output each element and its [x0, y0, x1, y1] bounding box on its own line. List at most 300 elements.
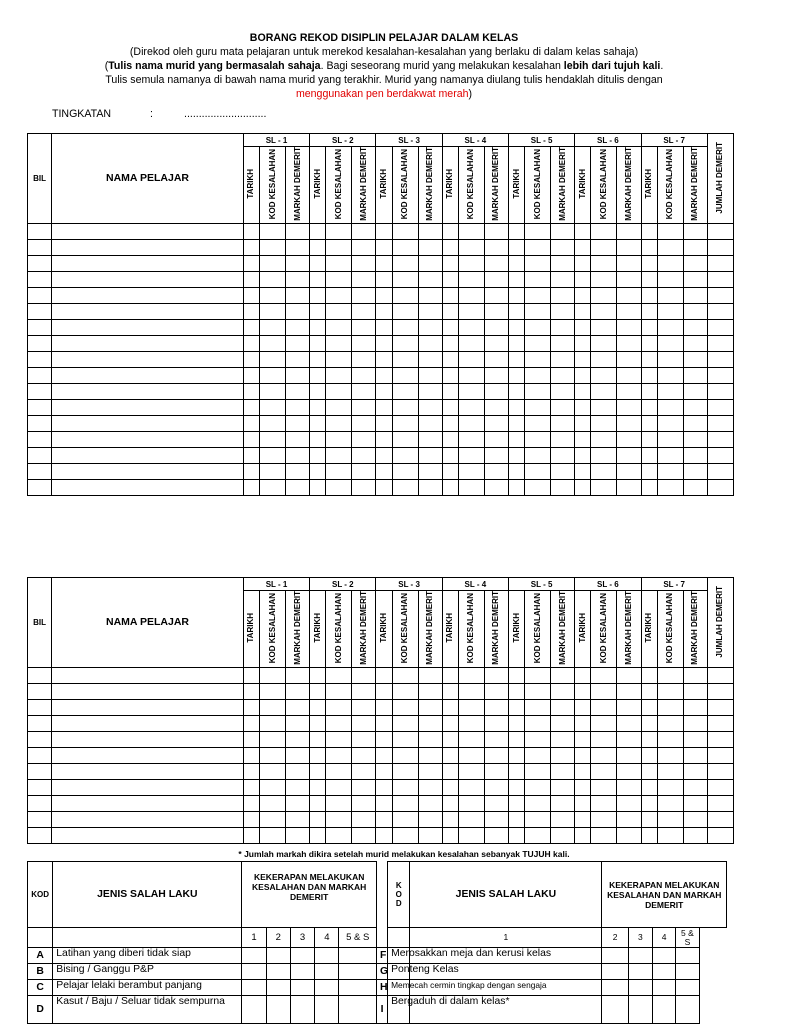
table-cell[interactable] [657, 779, 683, 795]
table-cell[interactable] [575, 447, 591, 463]
table-cell[interactable] [243, 399, 259, 415]
table-cell[interactable] [243, 223, 259, 239]
table-cell[interactable] [657, 303, 683, 319]
table-cell[interactable] [508, 431, 524, 447]
legend-mark-cell[interactable] [339, 996, 376, 1024]
table-cell[interactable] [392, 431, 418, 447]
table-cell[interactable] [591, 827, 617, 843]
table-cell[interactable] [641, 827, 657, 843]
table-cell[interactable] [52, 431, 244, 447]
legend-mark-cell[interactable] [315, 964, 339, 980]
table-cell[interactable] [259, 255, 285, 271]
table-cell[interactable] [310, 367, 326, 383]
table-cell[interactable] [52, 795, 244, 811]
table-cell[interactable] [52, 827, 244, 843]
table-cell[interactable] [418, 335, 442, 351]
table-cell[interactable] [243, 335, 259, 351]
table-cell[interactable] [683, 447, 707, 463]
table-cell[interactable] [617, 827, 641, 843]
table-cell[interactable] [508, 335, 524, 351]
table-cell[interactable] [591, 319, 617, 335]
table-cell[interactable] [442, 415, 458, 431]
table-cell[interactable] [508, 747, 524, 763]
table-cell[interactable] [525, 287, 551, 303]
table-cell[interactable] [508, 795, 524, 811]
table-cell[interactable] [707, 827, 733, 843]
table-cell[interactable] [657, 811, 683, 827]
table-cell[interactable] [286, 239, 310, 255]
table-cell[interactable] [28, 827, 52, 843]
table-cell[interactable] [418, 699, 442, 715]
table-cell[interactable] [52, 747, 244, 763]
table-cell[interactable] [28, 731, 52, 747]
table-cell[interactable] [707, 255, 733, 271]
table-cell[interactable] [551, 319, 575, 335]
table-cell[interactable] [641, 223, 657, 239]
table-cell[interactable] [641, 779, 657, 795]
table-cell[interactable] [52, 699, 244, 715]
table-cell[interactable] [641, 287, 657, 303]
table-cell[interactable] [458, 431, 484, 447]
table-cell[interactable] [641, 795, 657, 811]
table-cell[interactable] [591, 399, 617, 415]
table-cell[interactable] [484, 399, 508, 415]
table-cell[interactable] [326, 683, 352, 699]
table-cell[interactable] [418, 351, 442, 367]
table-cell[interactable] [28, 747, 52, 763]
table-cell[interactable] [259, 763, 285, 779]
table-cell[interactable] [458, 683, 484, 699]
table-cell[interactable] [657, 763, 683, 779]
table-cell[interactable] [591, 715, 617, 731]
legend-mark-cell[interactable] [242, 948, 266, 964]
table-cell[interactable] [591, 667, 617, 683]
table-cell[interactable] [352, 479, 376, 495]
table-cell[interactable] [418, 667, 442, 683]
table-cell[interactable] [28, 351, 52, 367]
legend-mark-cell[interactable] [339, 948, 376, 964]
legend-mark-cell[interactable] [242, 996, 266, 1024]
table-cell[interactable] [683, 239, 707, 255]
table-cell[interactable] [617, 223, 641, 239]
table-cell[interactable] [286, 811, 310, 827]
table-cell[interactable] [591, 303, 617, 319]
table-cell[interactable] [326, 335, 352, 351]
table-cell[interactable] [641, 683, 657, 699]
table-cell[interactable] [591, 747, 617, 763]
table-cell[interactable] [310, 431, 326, 447]
table-cell[interactable] [707, 383, 733, 399]
table-cell[interactable] [484, 811, 508, 827]
table-cell[interactable] [286, 383, 310, 399]
table-cell[interactable] [575, 399, 591, 415]
table-cell[interactable] [442, 383, 458, 399]
table-cell[interactable] [243, 699, 259, 715]
table-cell[interactable] [442, 747, 458, 763]
table-cell[interactable] [376, 683, 392, 699]
table-cell[interactable] [707, 715, 733, 731]
table-cell[interactable] [551, 399, 575, 415]
table-cell[interactable] [484, 415, 508, 431]
table-cell[interactable] [376, 239, 392, 255]
table-cell[interactable] [683, 271, 707, 287]
table-cell[interactable] [657, 287, 683, 303]
table-cell[interactable] [641, 811, 657, 827]
table-cell[interactable] [376, 763, 392, 779]
table-cell[interactable] [551, 447, 575, 463]
table-cell[interactable] [525, 463, 551, 479]
table-cell[interactable] [657, 683, 683, 699]
table-cell[interactable] [641, 747, 657, 763]
table-cell[interactable] [352, 223, 376, 239]
table-cell[interactable] [641, 463, 657, 479]
table-cell[interactable] [525, 715, 551, 731]
table-cell[interactable] [525, 699, 551, 715]
legend-mark-cell[interactable] [290, 964, 314, 980]
table-cell[interactable] [418, 747, 442, 763]
table-cell[interactable] [707, 415, 733, 431]
table-cell[interactable] [310, 303, 326, 319]
table-cell[interactable] [352, 303, 376, 319]
table-cell[interactable] [657, 383, 683, 399]
table-cell[interactable] [458, 827, 484, 843]
table-cell[interactable] [707, 763, 733, 779]
table-cell[interactable] [591, 239, 617, 255]
table-cell[interactable] [28, 399, 52, 415]
table-cell[interactable] [28, 239, 52, 255]
table-cell[interactable] [326, 431, 352, 447]
table-cell[interactable] [243, 811, 259, 827]
table-cell[interactable] [286, 463, 310, 479]
table-cell[interactable] [376, 811, 392, 827]
table-cell[interactable] [683, 351, 707, 367]
legend-mark-cell[interactable] [266, 964, 290, 980]
table-cell[interactable] [591, 731, 617, 747]
table-cell[interactable] [508, 447, 524, 463]
table-cell[interactable] [286, 699, 310, 715]
table-cell[interactable] [418, 399, 442, 415]
table-cell[interactable] [575, 335, 591, 351]
table-cell[interactable] [243, 239, 259, 255]
table-cell[interactable] [52, 779, 244, 795]
table-cell[interactable] [259, 351, 285, 367]
table-cell[interactable] [259, 715, 285, 731]
table-cell[interactable] [442, 731, 458, 747]
table-cell[interactable] [418, 463, 442, 479]
table-cell[interactable] [376, 479, 392, 495]
table-cell[interactable] [352, 351, 376, 367]
table-cell[interactable] [418, 271, 442, 287]
table-cell[interactable] [458, 811, 484, 827]
table-cell[interactable] [591, 223, 617, 239]
table-cell[interactable] [458, 447, 484, 463]
table-cell[interactable] [376, 827, 392, 843]
table-cell[interactable] [352, 463, 376, 479]
table-cell[interactable] [707, 699, 733, 715]
table-cell[interactable] [326, 319, 352, 335]
table-cell[interactable] [508, 827, 524, 843]
table-cell[interactable] [617, 399, 641, 415]
table-cell[interactable] [525, 779, 551, 795]
table-cell[interactable] [484, 223, 508, 239]
table-cell[interactable] [259, 779, 285, 795]
table-cell[interactable] [310, 683, 326, 699]
table-cell[interactable] [657, 479, 683, 495]
table-cell[interactable] [484, 303, 508, 319]
table-cell[interactable] [352, 255, 376, 271]
table-cell[interactable] [575, 367, 591, 383]
table-cell[interactable] [243, 747, 259, 763]
table-cell[interactable] [551, 683, 575, 699]
table-cell[interactable] [376, 367, 392, 383]
table-cell[interactable] [591, 811, 617, 827]
table-cell[interactable] [508, 271, 524, 287]
table-cell[interactable] [575, 223, 591, 239]
table-cell[interactable] [286, 367, 310, 383]
table-cell[interactable] [310, 287, 326, 303]
table-cell[interactable] [376, 303, 392, 319]
table-cell[interactable] [376, 747, 392, 763]
table-cell[interactable] [28, 479, 52, 495]
table-cell[interactable] [28, 303, 52, 319]
legend-mark-cell[interactable] [315, 948, 339, 964]
table-cell[interactable] [591, 683, 617, 699]
table-cell[interactable] [551, 747, 575, 763]
table-cell[interactable] [525, 827, 551, 843]
table-cell[interactable] [310, 747, 326, 763]
table-cell[interactable] [352, 319, 376, 335]
table-cell[interactable] [376, 223, 392, 239]
table-cell[interactable] [442, 271, 458, 287]
table-cell[interactable] [707, 479, 733, 495]
table-cell[interactable] [591, 287, 617, 303]
table-cell[interactable] [525, 747, 551, 763]
table-cell[interactable] [508, 367, 524, 383]
table-cell[interactable] [376, 399, 392, 415]
table-cell[interactable] [525, 239, 551, 255]
table-cell[interactable] [352, 747, 376, 763]
table-cell[interactable] [326, 731, 352, 747]
table-cell[interactable] [683, 383, 707, 399]
table-cell[interactable] [458, 287, 484, 303]
table-cell[interactable] [28, 447, 52, 463]
table-cell[interactable] [418, 731, 442, 747]
table-cell[interactable] [392, 763, 418, 779]
table-cell[interactable] [326, 699, 352, 715]
table-cell[interactable] [617, 431, 641, 447]
table-cell[interactable] [575, 239, 591, 255]
table-cell[interactable] [243, 827, 259, 843]
table-cell[interactable] [617, 367, 641, 383]
table-cell[interactable] [657, 795, 683, 811]
table-cell[interactable] [683, 335, 707, 351]
table-cell[interactable] [376, 667, 392, 683]
table-cell[interactable] [326, 795, 352, 811]
table-cell[interactable] [442, 447, 458, 463]
table-cell[interactable] [243, 479, 259, 495]
table-cell[interactable] [508, 255, 524, 271]
table-cell[interactable] [28, 715, 52, 731]
table-cell[interactable] [392, 463, 418, 479]
table-cell[interactable] [310, 795, 326, 811]
table-cell[interactable] [28, 223, 52, 239]
table-cell[interactable] [551, 763, 575, 779]
table-cell[interactable] [484, 367, 508, 383]
table-cell[interactable] [591, 383, 617, 399]
table-cell[interactable] [683, 399, 707, 415]
table-cell[interactable] [52, 415, 244, 431]
table-cell[interactable] [657, 335, 683, 351]
table-cell[interactable] [525, 303, 551, 319]
table-cell[interactable] [508, 383, 524, 399]
table-cell[interactable] [286, 683, 310, 699]
table-cell[interactable] [575, 255, 591, 271]
table-cell[interactable] [286, 731, 310, 747]
table-cell[interactable] [286, 667, 310, 683]
table-cell[interactable] [458, 335, 484, 351]
table-cell[interactable] [259, 447, 285, 463]
table-cell[interactable] [52, 351, 244, 367]
table-cell[interactable] [392, 335, 418, 351]
table-cell[interactable] [707, 447, 733, 463]
table-cell[interactable] [418, 447, 442, 463]
table-cell[interactable] [243, 303, 259, 319]
table-cell[interactable] [641, 431, 657, 447]
table-cell[interactable] [551, 811, 575, 827]
table-cell[interactable] [392, 399, 418, 415]
table-cell[interactable] [591, 271, 617, 287]
table-cell[interactable] [418, 383, 442, 399]
table-cell[interactable] [525, 351, 551, 367]
table-cell[interactable] [641, 319, 657, 335]
table-cell[interactable] [657, 699, 683, 715]
table-cell[interactable] [551, 239, 575, 255]
table-cell[interactable] [484, 479, 508, 495]
table-cell[interactable] [442, 779, 458, 795]
table-cell[interactable] [508, 319, 524, 335]
table-cell[interactable] [591, 335, 617, 351]
table-cell[interactable] [525, 271, 551, 287]
table-cell[interactable] [617, 667, 641, 683]
table-cell[interactable] [442, 667, 458, 683]
table-cell[interactable] [683, 795, 707, 811]
table-cell[interactable] [617, 763, 641, 779]
table-cell[interactable] [442, 699, 458, 715]
table-cell[interactable] [326, 255, 352, 271]
table-cell[interactable] [442, 463, 458, 479]
table-cell[interactable] [458, 667, 484, 683]
legend-mark-cell[interactable] [290, 996, 314, 1024]
table-cell[interactable] [259, 431, 285, 447]
table-cell[interactable] [575, 827, 591, 843]
table-cell[interactable] [286, 431, 310, 447]
table-cell[interactable] [575, 811, 591, 827]
table-cell[interactable] [591, 699, 617, 715]
table-cell[interactable] [508, 287, 524, 303]
table-cell[interactable] [657, 271, 683, 287]
table-cell[interactable] [683, 415, 707, 431]
table-cell[interactable] [259, 827, 285, 843]
table-cell[interactable] [392, 715, 418, 731]
table-cell[interactable] [591, 367, 617, 383]
table-cell[interactable] [683, 303, 707, 319]
table-cell[interactable] [286, 415, 310, 431]
table-cell[interactable] [707, 731, 733, 747]
table-cell[interactable] [508, 699, 524, 715]
table-cell[interactable] [484, 319, 508, 335]
table-cell[interactable] [28, 763, 52, 779]
table-cell[interactable] [28, 319, 52, 335]
table-cell[interactable] [352, 383, 376, 399]
table-cell[interactable] [52, 287, 244, 303]
table-cell[interactable] [352, 795, 376, 811]
table-cell[interactable] [551, 287, 575, 303]
table-cell[interactable] [442, 319, 458, 335]
table-cell[interactable] [28, 255, 52, 271]
table-cell[interactable] [575, 463, 591, 479]
table-cell[interactable] [376, 351, 392, 367]
table-cell[interactable] [310, 255, 326, 271]
table-cell[interactable] [418, 827, 442, 843]
table-cell[interactable] [259, 811, 285, 827]
table-cell[interactable] [442, 399, 458, 415]
table-cell[interactable] [484, 747, 508, 763]
table-cell[interactable] [392, 447, 418, 463]
table-cell[interactable] [326, 779, 352, 795]
table-cell[interactable] [352, 683, 376, 699]
table-cell[interactable] [243, 319, 259, 335]
table-cell[interactable] [458, 367, 484, 383]
legend-mark-cell[interactable] [628, 964, 652, 980]
tingkatan-dots[interactable]: ............................ [184, 108, 267, 120]
legend-mark-cell[interactable] [628, 948, 652, 964]
table-cell[interactable] [442, 351, 458, 367]
table-cell[interactable] [392, 255, 418, 271]
table-cell[interactable] [52, 731, 244, 747]
table-cell[interactable] [707, 463, 733, 479]
table-cell[interactable] [442, 827, 458, 843]
table-cell[interactable] [591, 431, 617, 447]
table-cell[interactable] [657, 319, 683, 335]
table-cell[interactable] [286, 271, 310, 287]
table-cell[interactable] [352, 447, 376, 463]
table-cell[interactable] [508, 399, 524, 415]
table-cell[interactable] [326, 271, 352, 287]
legend-mark-cell[interactable] [676, 980, 699, 996]
table-cell[interactable] [683, 731, 707, 747]
table-cell[interactable] [352, 667, 376, 683]
table-cell[interactable] [617, 795, 641, 811]
table-cell[interactable] [617, 779, 641, 795]
table-cell[interactable] [259, 667, 285, 683]
table-cell[interactable] [326, 747, 352, 763]
table-cell[interactable] [310, 383, 326, 399]
table-cell[interactable] [508, 763, 524, 779]
legend-mark-cell[interactable] [602, 980, 628, 996]
table-cell[interactable] [484, 383, 508, 399]
table-cell[interactable] [551, 431, 575, 447]
table-cell[interactable] [551, 827, 575, 843]
table-cell[interactable] [707, 399, 733, 415]
table-cell[interactable] [484, 431, 508, 447]
table-cell[interactable] [551, 367, 575, 383]
table-cell[interactable] [310, 479, 326, 495]
legend-mark-cell[interactable] [653, 996, 676, 1024]
table-cell[interactable] [52, 335, 244, 351]
table-cell[interactable] [418, 319, 442, 335]
table-cell[interactable] [418, 763, 442, 779]
table-cell[interactable] [310, 415, 326, 431]
